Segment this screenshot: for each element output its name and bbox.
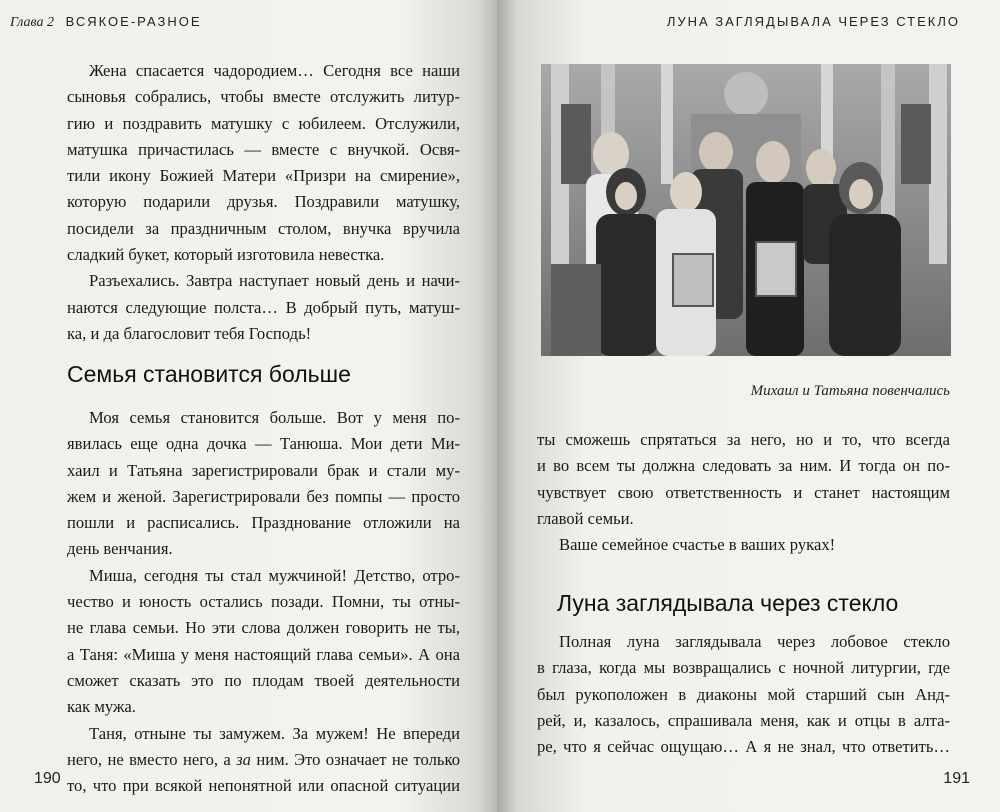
paragraph <box>537 532 950 558</box>
text-line: тили икону Божией Матери «Призри на смирение», <box>67 166 460 186</box>
text-line: которую подарили друзья. Поздравили матушку, <box>67 192 460 212</box>
text-line: пошли и расписались. Празднование отложили на <box>67 513 460 533</box>
text-line: и во всем ты должна следовать за ним. И тогда он по- <box>537 456 950 476</box>
text-line: был рукоположен в диаконы мой старший сын Анд- <box>537 684 950 704</box>
chapter-title: ВСЯКОЕ-РАЗНОЕ <box>65 14 202 29</box>
section-title-left: Семья становится больше <box>67 361 351 387</box>
right-text-top <box>537 427 950 558</box>
running-head-left <box>10 14 202 31</box>
text-line: Ваше семейное счастье в ваших руках! <box>559 535 836 555</box>
text-line: сможет сказать это по плодам твоей деятельности <box>67 670 460 690</box>
text-line: сыновья собрались, чтобы вместе отслужить литур- <box>67 87 460 107</box>
text-line: ре, что я сейчас ощущаю… А я не знал, что ответить… <box>537 737 950 757</box>
chapter-number: Глава 2 <box>10 15 54 30</box>
text-line: явилась еще одна дочка — Танюша. Мои дети Ми- <box>67 434 460 454</box>
paragraph <box>67 58 460 268</box>
page-number-left: 190 <box>34 770 61 787</box>
running-head-right: ЛУНА ЗАГЛЯДЫВАЛА ЧЕРЕЗ СТЕКЛО <box>666 14 960 29</box>
text-line: сладкий букет, который изготовила невестка. <box>67 245 385 265</box>
text-line: жем и женой. Зарегистрировали без помпы — просто <box>67 486 460 506</box>
left-text-top <box>67 58 460 347</box>
text-line: день венчания. <box>67 539 173 559</box>
text-line: Таня, отныне ты замужем. За мужем! Не впереди <box>89 723 460 743</box>
text-line: не глава семьи. Но эти слова должен говорить не ты, <box>67 618 460 638</box>
paragraph <box>67 563 460 721</box>
text-line: в глаза, когда мы возвращались с ночной литургии, где <box>537 658 950 678</box>
paragraph <box>67 721 460 800</box>
text-line: посидели за праздничным столом, внучка вручила <box>67 218 460 238</box>
text-line: чество и юность остались позади. Помни, ты отны- <box>67 592 460 612</box>
text-line: чувствует свою ответственность и станет настоящим <box>537 482 950 502</box>
right-page <box>497 0 1000 812</box>
paragraph <box>67 405 460 563</box>
text-line: хаил и Татьяна зарегистрировали брак и стали му- <box>67 460 460 480</box>
text-line: Миша, сегодня ты стал мужчиной! Детство, отро- <box>89 565 460 585</box>
section-title-right: Луна заглядывала через стекло <box>557 590 899 616</box>
left-page <box>0 0 497 812</box>
text-run: него, не вместо него, а <box>67 749 237 769</box>
text-line: Разъехались. Завтра наступает новый день и начи- <box>89 271 460 291</box>
text-line: рей, и, казалось, спрашивала меня, как и отцы в алта- <box>537 710 950 730</box>
text-line: главой семьи. <box>537 508 634 528</box>
wedding-photo <box>541 64 951 356</box>
text-line <box>67 747 460 773</box>
text-line: Моя семья становится больше. Вот у меня по- <box>89 408 460 427</box>
right-text-bottom <box>537 629 950 760</box>
photo-caption: Михаил и Татьяна повенчались <box>750 383 950 399</box>
text-line: ты сможешь спрятаться за него, но и то, что всегда <box>537 430 950 449</box>
paragraph <box>67 268 460 347</box>
left-text-bottom <box>67 405 460 799</box>
text-line: наются следующие полста… В добрый путь, матуш- <box>67 297 460 317</box>
text-line: а Таня: «Миша у меня настоящий глава семьи». А она <box>67 644 460 664</box>
text-line: гию и поздравить матушку с юбилеем. Отслужили, <box>67 113 460 133</box>
paragraph <box>537 427 950 532</box>
emphasis: за <box>236 749 251 769</box>
text-line: то, что при всякой непонятной или опасной ситуации <box>67 776 460 796</box>
text-line: Полная луна заглядывала через лобовое стекло <box>559 632 950 651</box>
text-run: ним. Это означает не только <box>250 749 460 769</box>
text-line: ка, и да благословит тебя Господь! <box>67 323 312 343</box>
text-line: матушка причастилась — вместе с внучкой. Освя- <box>67 139 460 159</box>
paragraph <box>537 629 950 760</box>
page-number-right: 191 <box>943 770 970 787</box>
text-line: Жена спасается чадородием… Сегодня все наши <box>89 61 460 80</box>
wedding-photo-image <box>541 64 951 356</box>
text-line: как мужа. <box>67 697 136 717</box>
